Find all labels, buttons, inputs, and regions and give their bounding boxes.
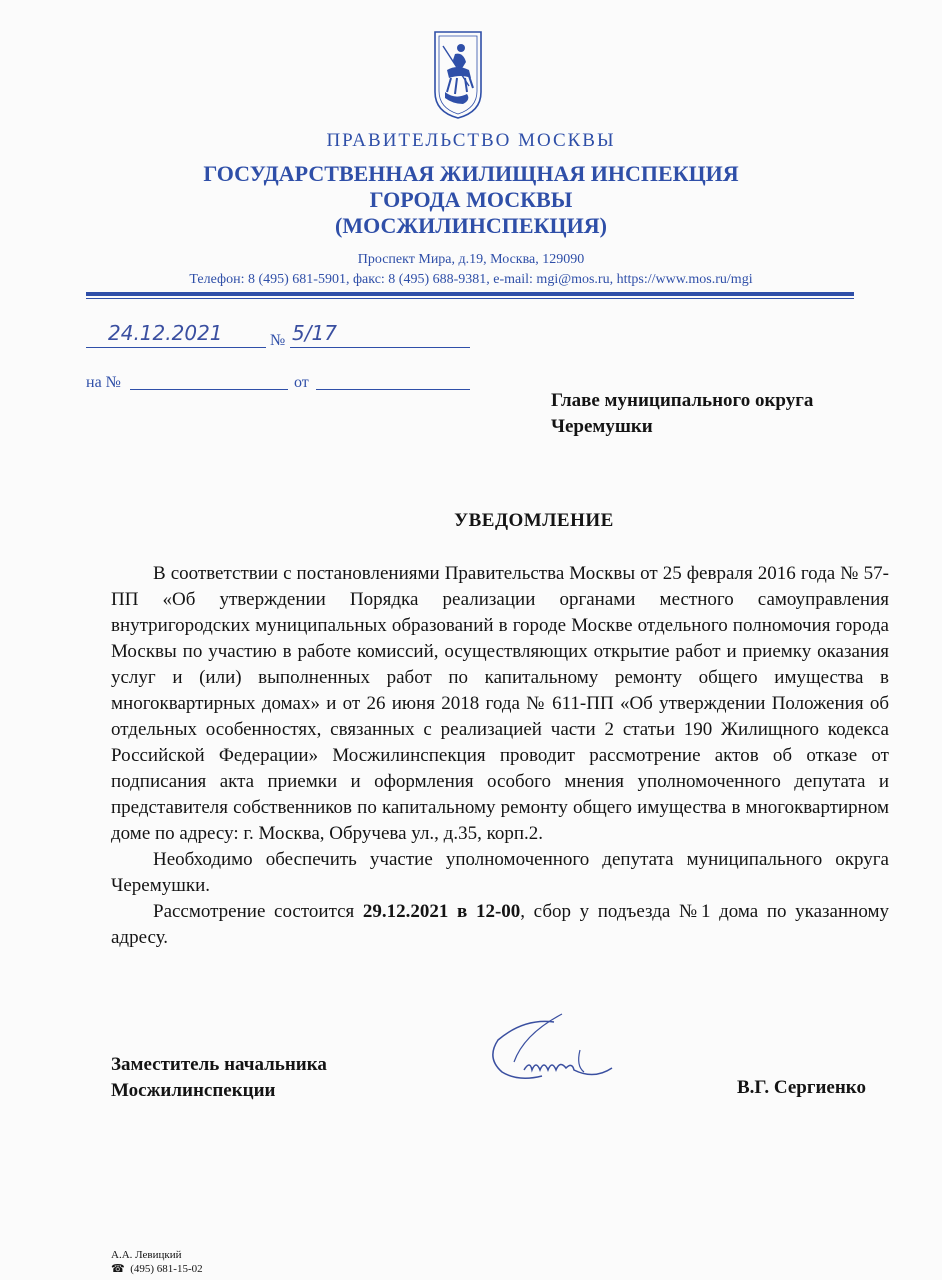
reference-field (130, 369, 288, 390)
number-field (290, 321, 470, 348)
from-field (316, 369, 470, 390)
registration-number: 5/17 (292, 321, 337, 345)
registration-date: 24.12.2021 (108, 321, 223, 345)
government-name: ПРАВИТЕЛЬСТВО МОСКВЫ (326, 130, 616, 151)
p3-before: Рассмотрение состоится (153, 901, 363, 922)
signatory-name: В.Г. Сергиенко (737, 1077, 866, 1098)
position-line-2: Мосжилинспекции (111, 1080, 276, 1101)
from-label: от (294, 374, 309, 391)
body-paragraph-2: Необходимо обеспечить участие уполномоченного депутата муниципального округа Черемушки. (111, 849, 889, 896)
date-field (86, 321, 266, 348)
executor-phone: (495) 681-15-02 (130, 1263, 203, 1275)
org-line-3: (МОСЖИЛИНСПЕКЦИЯ) (335, 213, 607, 238)
p3-after: , сбор у подъезда №1 дома по указанному адресу. (111, 901, 889, 948)
executor-phone-row (111, 1262, 203, 1276)
position-line-1: Заместитель начальника (111, 1054, 327, 1075)
addressee-line-1: Главе муниципального округа (551, 390, 814, 411)
body-paragraph-3 (111, 899, 889, 951)
handwritten-signature (484, 1010, 624, 1090)
body-paragraph-1: В соответствии с постановлениями Правительства Москвы от 25 февраля 2016 года № 57-ПП «Об утверждении Порядка реализации органами местного самоуправления внутригородских муниципальных образований в городе Москве отдельного полномочия города Москвы по участию в работе комиссий, осуществляющих открытие работ и приемку оказания услуг и (или) выполненных работ по капитальному ремонту общего имущества в многоквартирных домах» и от 26 июня 2018 года № 611-ПП «Об утверждении Положения об отдельных особенностях, связанных с реализацией части 2 статьи 190 Жилищного кодекса Российской Федерации» Мосжилинспекция проводит рассмотрение актов об отказе от подписания акта приемки и оформления особого мнения уполномоченного депутата и представителя собственников по капитальному ремонту общего имущества в многоквартирном доме по адресу: г. Москва, Обручева ул., д.35, корп.2. (111, 563, 889, 844)
organization-name (0, 161, 942, 239)
header-divider-thin (86, 298, 854, 299)
addressee-line-2: Черемушки (551, 416, 653, 437)
org-contacts: Телефон: 8 (495) 681-5901, факс: 8 (495) 688-9381, e-mail: mgi@mos.ru, https://www.mos.ru/mgi (189, 272, 753, 287)
number-label: № (270, 332, 286, 349)
org-line-2: ГОРОДА МОСКВЫ (369, 187, 573, 212)
header-divider-thick (86, 292, 854, 296)
org-address: Проспект Мира, д.19, Москва, 129090 (357, 252, 585, 267)
document-title: УВЕДОМЛЕНИЕ (454, 510, 614, 531)
reference-label: на № (86, 374, 121, 391)
document-body (111, 561, 889, 951)
signatory-position (111, 1052, 327, 1104)
org-line-1: ГОСУДАРСТВЕННАЯ ЖИЛИЩНАЯ ИНСПЕКЦИЯ (203, 161, 739, 186)
addressee (551, 388, 813, 440)
telephone-icon: ☎ (111, 1263, 125, 1275)
moscow-coat-of-arms-icon (433, 30, 483, 120)
executor-name: А.А. Левицкий (111, 1249, 182, 1261)
meeting-datetime: 29.12.2021 в 12-00 (362, 901, 521, 922)
executor-info (111, 1248, 203, 1276)
